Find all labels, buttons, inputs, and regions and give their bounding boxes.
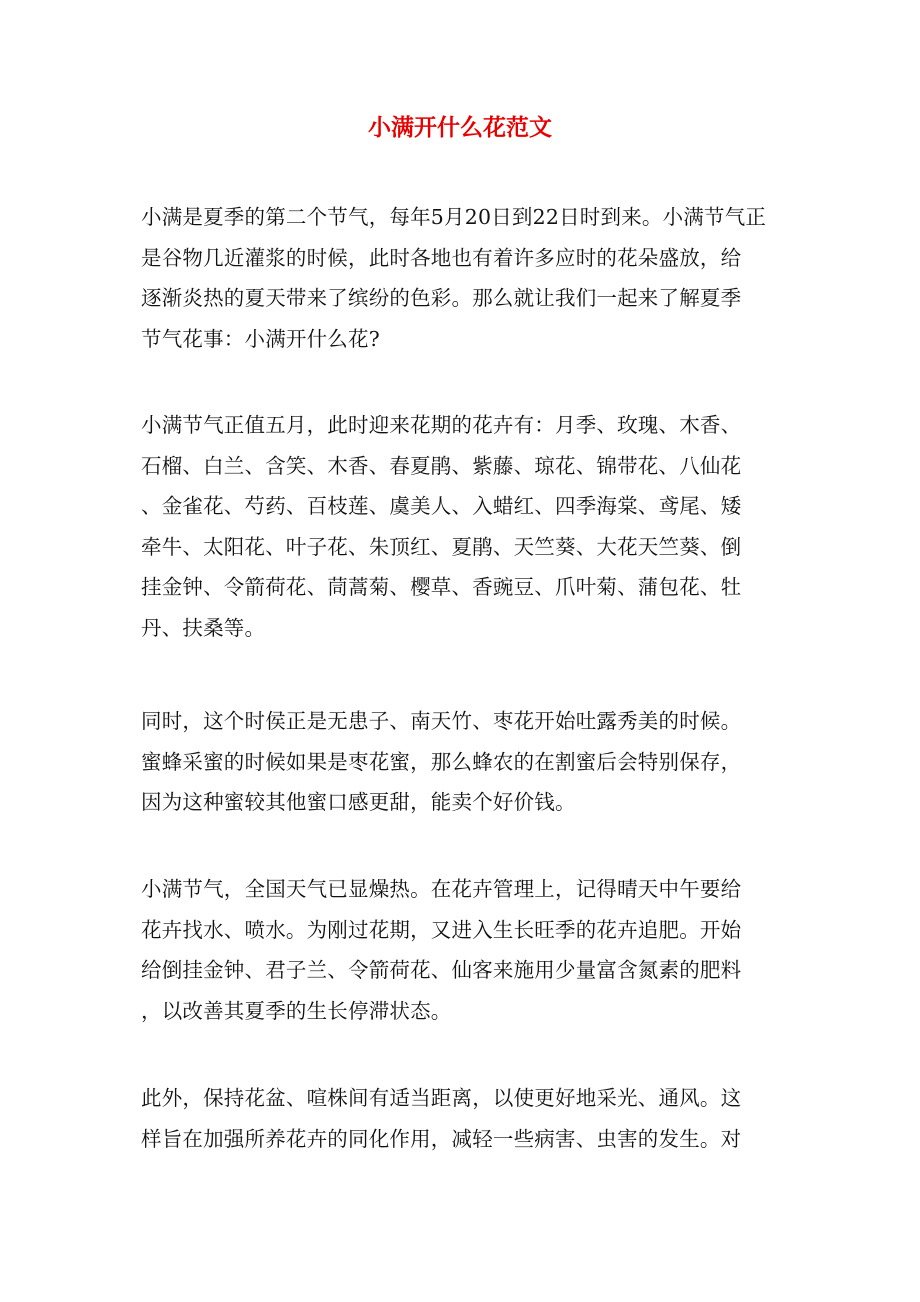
paragraph-line: 小满节气，全国天气已显燥热。在花卉管理上，记得晴天中午要给	[141, 877, 742, 901]
document-title: 小满开什么花范文	[368, 114, 552, 141]
paragraph-line: 牵牛、太阳花、叶子花、朱顶红、夏鹃、天竺葵、大花天竺葵、倒	[141, 534, 742, 559]
paragraph-1	[141, 197, 781, 359]
paragraph-line: 丹、扶桑等。	[141, 615, 266, 640]
paragraph-line: 石榴、白兰、含笑、木香、春夏鹃、紫藤、琼花、锦带花、八仙花	[141, 453, 742, 478]
paragraph-line: 样旨在加强所养花卉的同化作用，减轻一些病害、虫害的发生。对	[141, 1126, 742, 1151]
paragraph-line: 逐渐炎热的夏天带来了缤纷的色彩。那么就让我们一起来了解夏季	[141, 286, 742, 310]
paragraph-line: 给倒挂金钟、君子兰、令箭荷花、仙客来施用少量富含氮素的肥料	[141, 958, 742, 982]
paragraph-5	[141, 1078, 781, 1159]
paragraph-line: ，以改善其夏季的生长停滞状态。	[141, 998, 452, 1023]
paragraph-line: 花卉找水、喷水。为刚过花期，又进入生长旺季的花卉追肥。开始	[141, 917, 742, 942]
paragraph-line: 挂金钟、令箭荷花、茼蒿菊、樱草、香豌豆、爪叶菊、蒲包花、牡	[141, 575, 742, 599]
paragraph-line: 、金雀花、芍药、百枝莲、虞美人、入蜡红、四季海棠、鸢尾、矮	[141, 494, 742, 518]
paragraph-line: 是谷物几近灌浆的时候，此时各地也有着许多应时的花朵盛放，给	[141, 245, 742, 270]
paragraph-4	[141, 869, 781, 1031]
paragraph-line: 蜜蜂采蜜的时候如果是枣花蜜，那么蜂农的在割蜜后会特别保存，	[141, 749, 742, 774]
paragraph-2	[141, 405, 781, 648]
paragraph-3	[141, 701, 781, 823]
paragraph-line: 小满节气正值五月，此时迎来花期的花卉有：月季、玫瑰、木香、	[141, 413, 742, 437]
paragraph-line: 节气花事：小满开什么花?	[141, 326, 380, 351]
paragraph-line: 小满是夏季的第二个节气，每年5月20日到22日时到来。小满节气正	[141, 205, 767, 229]
paragraph-line: 同时，这个时侯正是无患子、南天竹、枣花开始吐露秀美的时候。	[141, 709, 742, 733]
paragraph-line: 因为这种蜜较其他蜜口感更甜，能卖个好价钱。	[141, 790, 576, 814]
paragraph-line: 此外，保持花盆、喧株间有适当距离，以使更好地采光、通风。这	[141, 1086, 742, 1110]
